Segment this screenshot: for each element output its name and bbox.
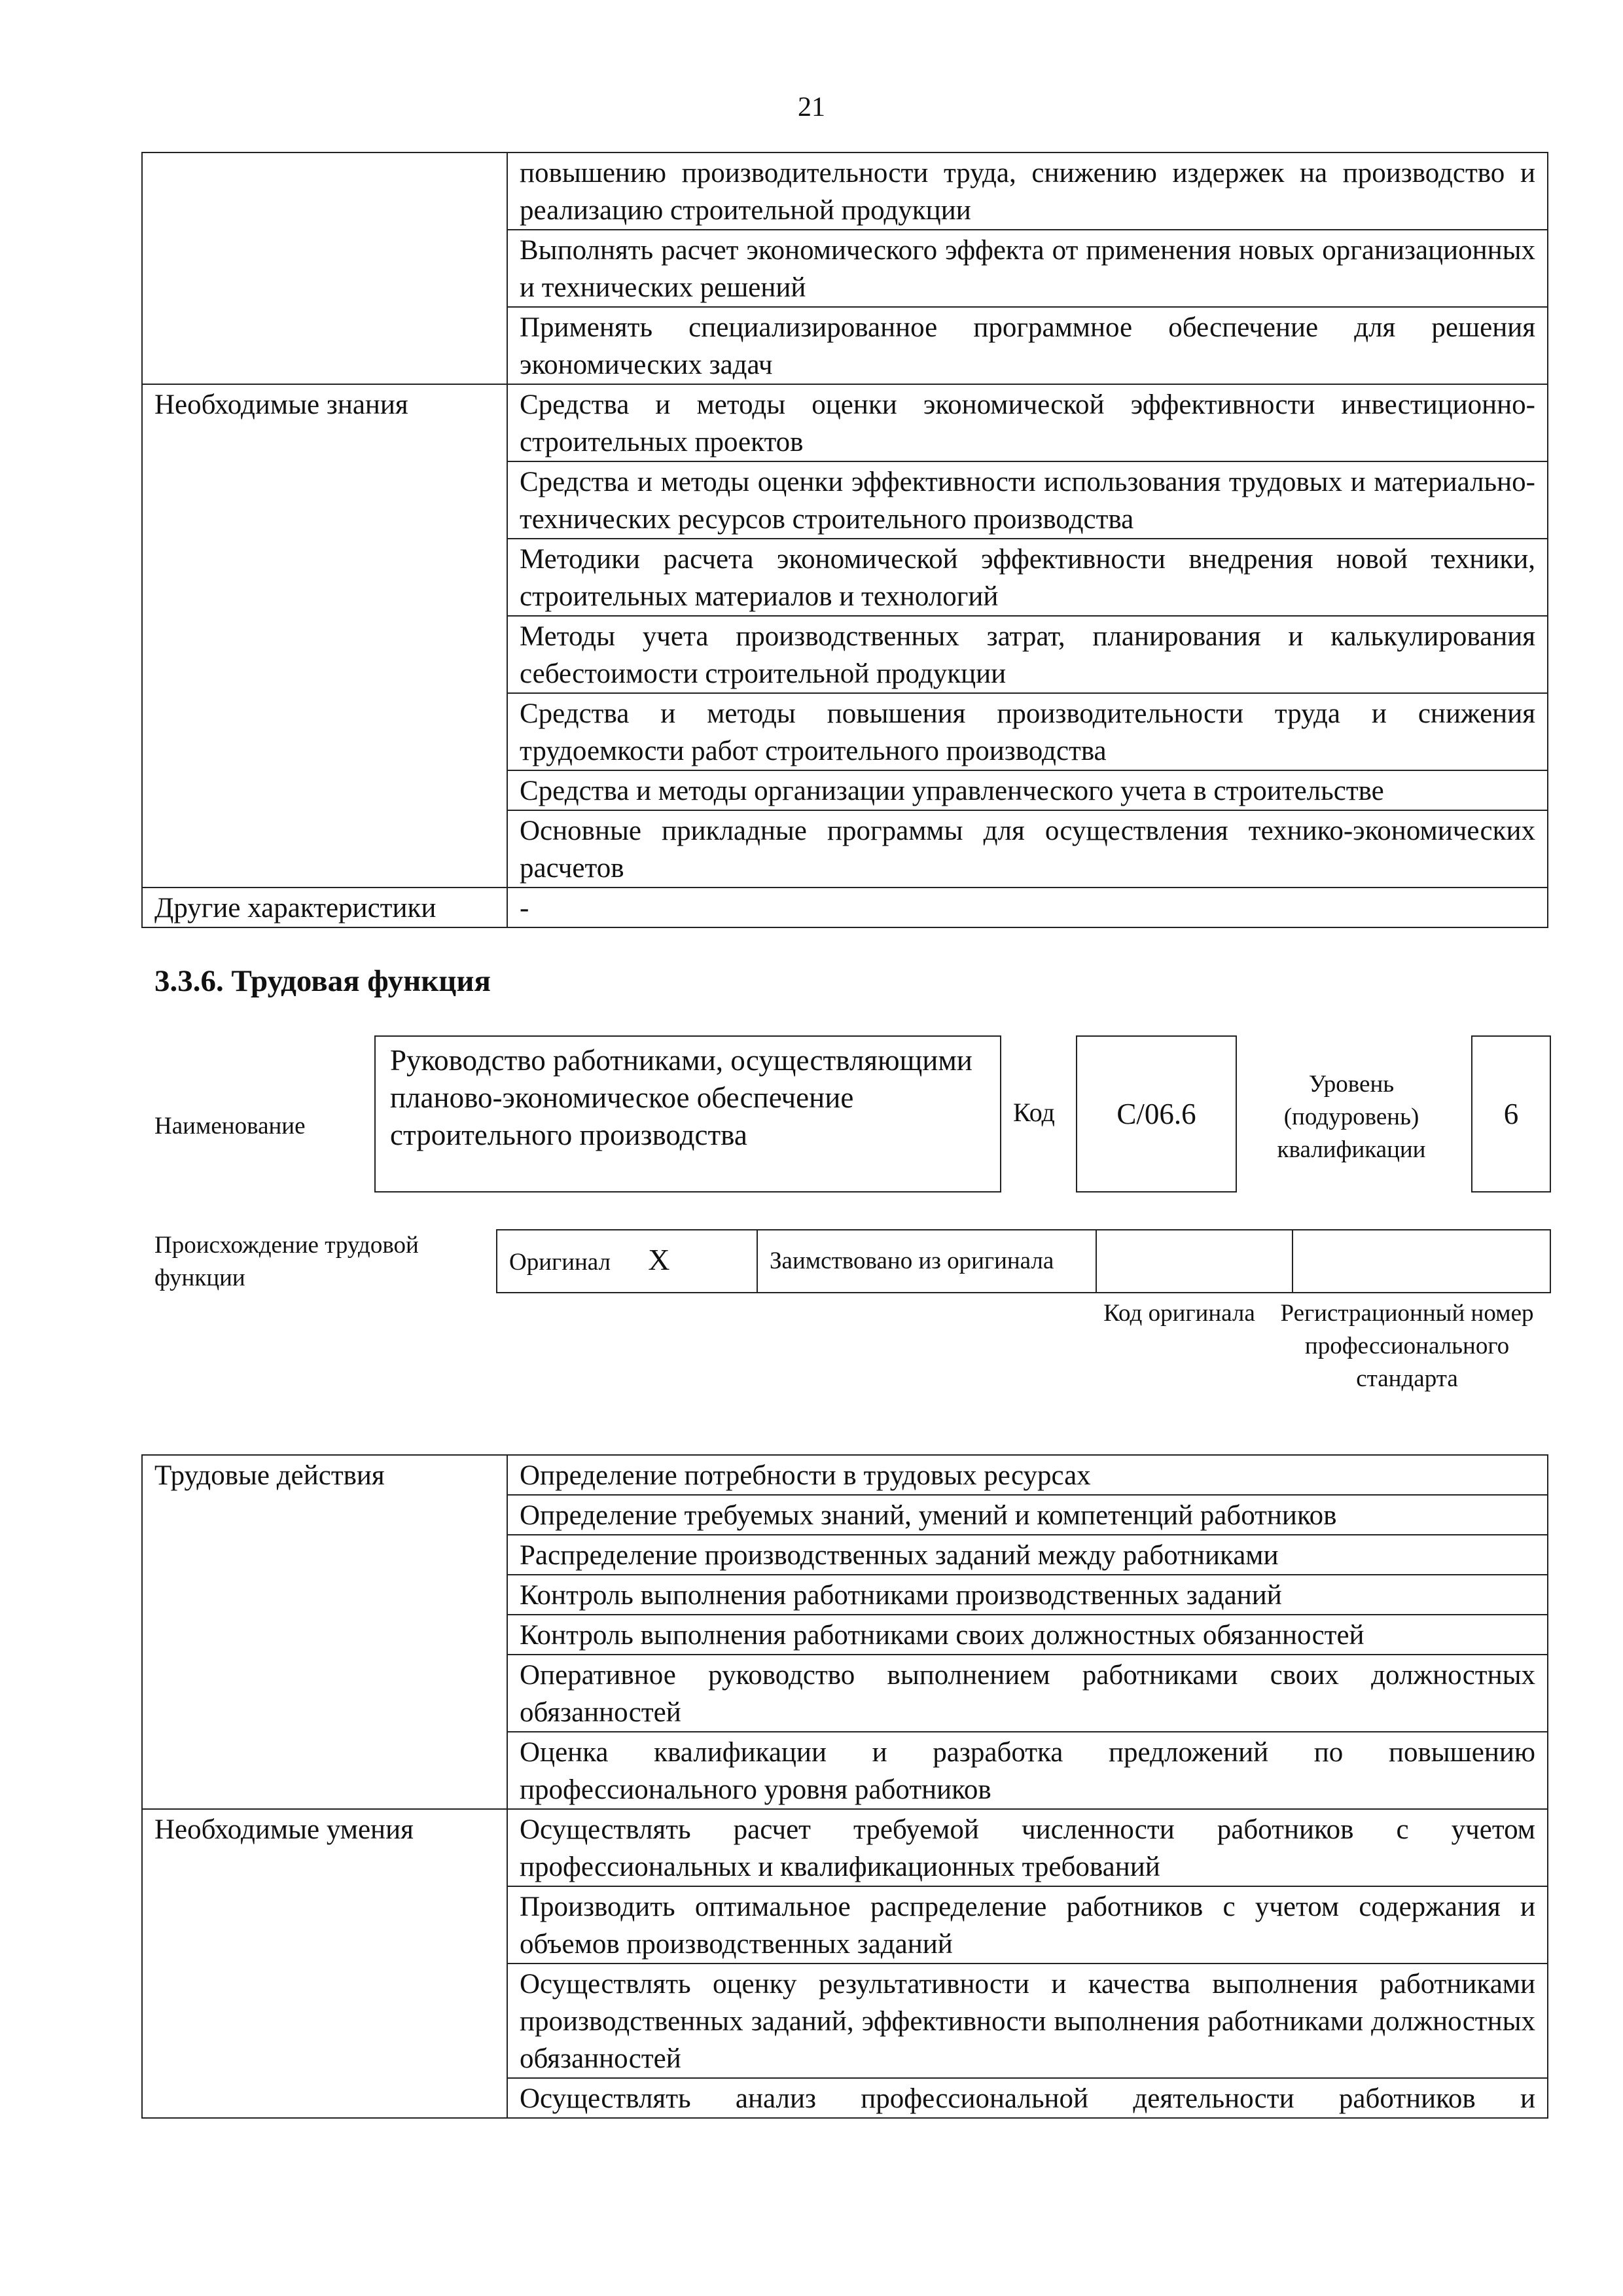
table-cell: Применять специализированное программное обеспечение для решения экономических задач (507, 307, 1548, 384)
origin-reg-cell (1293, 1230, 1550, 1293)
page-number: 21 (798, 92, 825, 122)
row-label-actions: Трудовые действия (142, 1455, 507, 1809)
code-value: C/06.6 (1116, 1098, 1196, 1130)
table-cell: Оценка квалификации и разработка предложений по повышению профессионального уровня работников (507, 1732, 1548, 1809)
table-cell: Выполнять расчет экономического эффекта от применения новых организационных и технических решений (507, 230, 1548, 307)
table-cell: повышению производительности труда, снижению издержек на производство и реализацию строительной продукции (507, 152, 1548, 230)
table-row (142, 384, 1548, 461)
origin-borrowed-cell: Заимствовано из оригинала (757, 1230, 1096, 1293)
level-value-box (1471, 1035, 1551, 1193)
table-cell: Методы учета производственных затрат, планирования и калькулирования себестоимости строительной продукции (507, 616, 1548, 693)
code-value-box (1076, 1035, 1237, 1193)
table-row (142, 1809, 1548, 1886)
requirements-table-continued (141, 152, 1548, 928)
origin-mark: X (648, 1243, 670, 1276)
origin-table (496, 1229, 1551, 1293)
row-label-knowledge: Необходимые знания (142, 384, 507, 888)
origin-label: Происхождение трудовой функции (154, 1232, 419, 1291)
origin-row (497, 1230, 1550, 1293)
table-row (142, 888, 1548, 927)
table-cell: Распределение производственных заданий между работниками (507, 1535, 1548, 1575)
table-cell: Основные прикладные программы для осуществления технико-экономических расчетов (507, 810, 1548, 888)
caption-reg-number: Регистрационный номер профессионального стандарта (1280, 1300, 1534, 1392)
table-cell: Определение потребности в трудовых ресурсах (507, 1455, 1548, 1495)
name-value-box: Руководство работниками, осуществляющими планово-экономическое обеспечение строительного производства (374, 1035, 1001, 1193)
table-cell: Средства и методы организации управленческого учета в строительстве (507, 770, 1548, 810)
table-cell: Определение требуемых знаний, умений и компетенций работников (507, 1495, 1548, 1535)
table-cell: Средства и методы оценки экономической эффективности инвестиционно-строительных проектов (507, 384, 1548, 461)
origin-code-cell (1096, 1230, 1293, 1293)
table-cell: - (507, 888, 1548, 927)
table-cell: Средства и методы повышения производительности труда и снижения трудоемкости работ строительного производства (507, 693, 1548, 770)
labor-function-table (141, 1454, 1548, 2119)
table-bottom-body (142, 1455, 1548, 2118)
origin-table-body (497, 1230, 1550, 1293)
code-label: Код (1013, 1098, 1055, 1127)
section-title: 3.3.6. Трудовая функция (154, 964, 491, 998)
origin-original-cell (497, 1230, 757, 1293)
level-label: Уровень (подуровень) квалификации (1277, 1071, 1426, 1163)
table-cell: Осуществлять анализ профессиональной деятельности работников и (507, 2078, 1548, 2118)
table-row (142, 152, 1548, 230)
row-label-skills: Необходимые умения (142, 1809, 507, 2118)
table-cell: Осуществлять оценку результативности и качества выполнения работниками производственных заданий, эффективности выполнения работниками должностных обязанностей (507, 1964, 1548, 2078)
table-cell: Контроль выполнения работниками производственных заданий (507, 1575, 1548, 1615)
level-value: 6 (1503, 1098, 1519, 1130)
row-label-other: Другие характеристики (142, 888, 507, 927)
table-cell: Средства и методы оценки эффективности использования трудовых и материально-технических ресурсов строительного производства (507, 461, 1548, 539)
row-label (142, 152, 507, 384)
table-top-body (142, 152, 1548, 927)
table-cell: Осуществлять расчет требуемой численности работников с учетом профессиональных и квалификационных требований (507, 1809, 1548, 1886)
origin-original-label: Оригинал (509, 1249, 611, 1276)
name-label: Наименование (154, 1113, 306, 1139)
table-cell: Оперативное руководство выполнением работниками своих должностных обязанностей (507, 1655, 1548, 1732)
table-cell: Контроль выполнения работниками своих должностных обязанностей (507, 1615, 1548, 1655)
table-cell: Методики расчета экономической эффективности внедрения новой техники, строительных материалов и технологий (507, 539, 1548, 616)
table-cell: Производить оптимальное распределение работников с учетом содержания и объемов производственных заданий (507, 1886, 1548, 1964)
caption-code-original: Код оригинала (1103, 1300, 1255, 1327)
table-row (142, 1455, 1548, 1495)
